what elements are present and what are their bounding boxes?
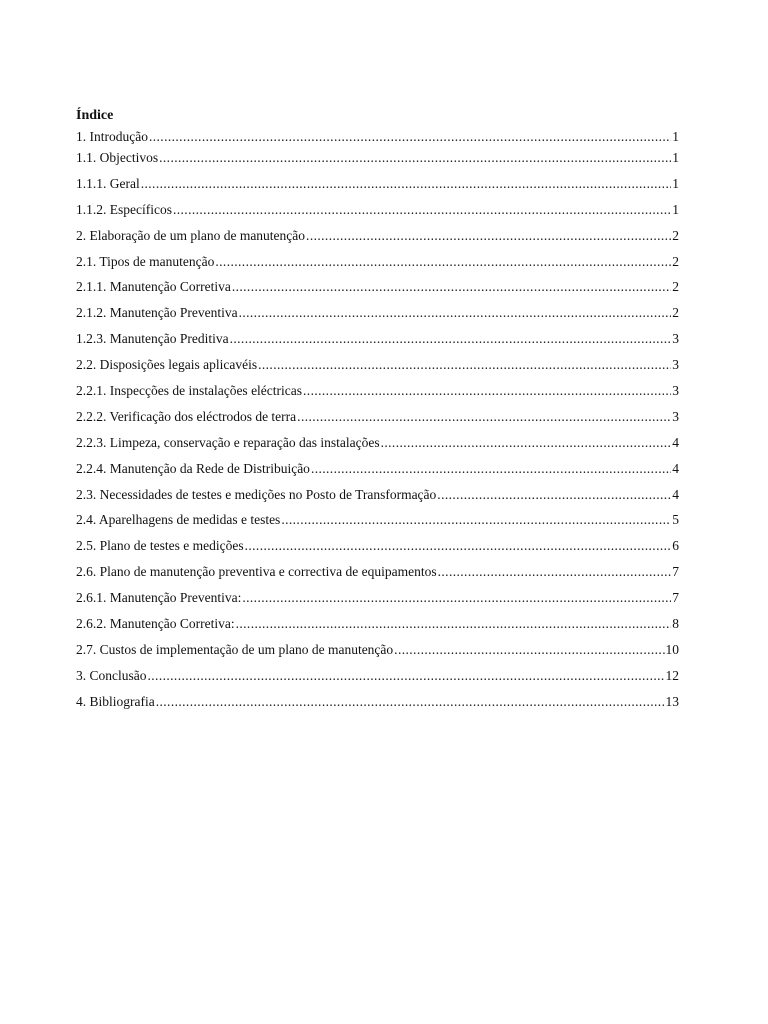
toc-dot-leader xyxy=(303,380,671,402)
toc-entry[interactable] xyxy=(76,126,679,147)
toc-dot-leader xyxy=(215,251,671,273)
toc-entry-page-number: 1 xyxy=(672,201,679,217)
toc-entry-label: 2.2. Disposições legais aplicavéis xyxy=(76,357,258,373)
toc-dot-leader xyxy=(438,561,672,583)
toc-entry-page-number: 3 xyxy=(672,383,679,399)
toc-entry-page-number: 2 xyxy=(672,279,679,295)
toc-entry-label: 2.7. Custos de implementação de um plano de manutenção xyxy=(76,641,394,657)
toc-entry[interactable] xyxy=(76,199,679,225)
toc-dot-leader xyxy=(156,691,665,713)
toc-entry[interactable] xyxy=(76,509,679,535)
toc-entry-page-number: 1 xyxy=(672,150,679,165)
toc-entry-label: 2.2.2. Verificação dos eléctrodos de terra xyxy=(76,408,297,424)
toc-entry-page-number: 3 xyxy=(672,331,679,347)
toc-entry[interactable] xyxy=(76,613,679,639)
toc-entry-label: 2.2.4. Manutenção da Rede de Distribuição xyxy=(76,460,310,476)
toc-entry[interactable] xyxy=(76,484,679,510)
toc-entry[interactable] xyxy=(76,691,679,717)
table-of-contents xyxy=(76,106,679,717)
toc-title: Índice xyxy=(76,108,114,123)
toc-entry-page-number: 5 xyxy=(672,512,679,528)
toc-dot-leader xyxy=(242,587,671,609)
toc-entry-page-number: 3 xyxy=(672,408,679,424)
toc-entry[interactable] xyxy=(76,665,679,691)
toc-entry-page-number: 12 xyxy=(665,667,679,683)
toc-entry[interactable] xyxy=(76,561,679,587)
toc-entry-page-number: 1 xyxy=(672,129,679,144)
toc-entry[interactable] xyxy=(76,458,679,484)
toc-entry-label: 1.2.3. Manutenção Preditiva xyxy=(76,331,229,347)
toc-entry[interactable] xyxy=(76,276,679,302)
toc-entry-page-number: 4 xyxy=(672,486,679,502)
toc-entry-label: 1. Introdução xyxy=(76,129,148,144)
toc-entry-label: 2.1.2. Manutenção Preventiva xyxy=(76,305,238,321)
toc-entry[interactable] xyxy=(76,587,679,613)
toc-entry-label: 2.6.2. Manutenção Corretiva: xyxy=(76,616,235,632)
toc-entry[interactable] xyxy=(76,251,679,277)
toc-entry-page-number: 4 xyxy=(672,460,679,476)
toc-entry-page-number: 1 xyxy=(672,175,679,191)
toc-entry-label: 2.3. Necessidades de testes e medições no Posto de Transformação xyxy=(76,486,437,502)
toc-entry[interactable] xyxy=(76,406,679,432)
toc-entry-page-number: 7 xyxy=(672,564,679,580)
toc-entry-label: 2.6.1. Manutenção Preventiva: xyxy=(76,590,242,606)
toc-entry-page-number: 8 xyxy=(672,616,679,632)
toc-entry-label: 2.2.1. Inspecções de instalações eléctricas xyxy=(76,383,303,399)
toc-entry-label: 4. Bibliografia xyxy=(76,693,155,709)
toc-entry-page-number: 3 xyxy=(672,357,679,373)
toc-dot-leader xyxy=(258,354,671,376)
toc-dot-leader xyxy=(245,535,672,557)
toc-entry-page-number: 10 xyxy=(665,641,679,657)
toc-dot-leader xyxy=(159,147,671,169)
toc-entry-page-number: 4 xyxy=(672,434,679,450)
toc-entry-label: 2. Elaboração de um plano de manutenção xyxy=(76,227,306,243)
toc-entry-label: 2.6. Plano de manutenção preventiva e correctiva de equipamentos xyxy=(76,564,437,580)
toc-entry[interactable] xyxy=(76,225,679,251)
toc-entry-label: 2.1. Tipos de manutenção xyxy=(76,253,215,269)
toc-dot-leader xyxy=(173,199,671,221)
toc-dot-leader xyxy=(141,173,672,195)
toc-dot-leader xyxy=(232,276,671,298)
toc-entry[interactable] xyxy=(76,354,679,380)
toc-entry-label: 1.1.2. Específicos xyxy=(76,201,172,217)
toc-dot-leader xyxy=(381,432,672,454)
toc-dot-leader xyxy=(230,328,672,350)
toc-dot-leader xyxy=(394,639,664,661)
toc-entry-page-number: 7 xyxy=(672,590,679,606)
toc-entry-page-number: 2 xyxy=(672,227,679,243)
toc-entry[interactable] xyxy=(76,328,679,354)
toc-entry[interactable] xyxy=(76,147,679,173)
toc-list xyxy=(76,126,679,717)
toc-dot-leader xyxy=(149,126,671,147)
toc-entry-label: 1.1.1. Geral xyxy=(76,175,140,191)
toc-entry-label: 2.2.3. Limpeza, conservação e reparação das instalações xyxy=(76,434,380,450)
toc-dot-leader xyxy=(306,225,671,247)
toc-entry-label: 2.1.1. Manutenção Corretiva xyxy=(76,279,231,295)
toc-entry[interactable] xyxy=(76,302,679,328)
toc-entry[interactable] xyxy=(76,173,679,199)
toc-entry[interactable] xyxy=(76,432,679,458)
toc-entry-label: 2.5. Plano de testes e medições xyxy=(76,538,244,554)
toc-entry[interactable] xyxy=(76,535,679,561)
toc-dot-leader xyxy=(311,458,671,480)
toc-entry[interactable] xyxy=(76,380,679,406)
toc-entry-page-number: 2 xyxy=(672,305,679,321)
toc-dot-leader xyxy=(236,613,672,635)
toc-entry-label: 2.4. Aparelhagens de medidas e testes xyxy=(76,512,281,528)
toc-dot-leader xyxy=(281,509,671,531)
toc-dot-leader xyxy=(437,484,671,506)
toc-entry-page-number: 13 xyxy=(665,693,679,709)
toc-dot-leader xyxy=(239,302,672,324)
toc-entry-page-number: 2 xyxy=(672,253,679,269)
toc-dot-leader xyxy=(297,406,671,428)
toc-entry[interactable] xyxy=(76,639,679,665)
toc-dot-leader xyxy=(148,665,665,687)
toc-entry-label: 3. Conclusão xyxy=(76,667,147,683)
toc-entry-page-number: 6 xyxy=(672,538,679,554)
toc-entry-label: 1.1. Objectivos xyxy=(76,150,159,165)
